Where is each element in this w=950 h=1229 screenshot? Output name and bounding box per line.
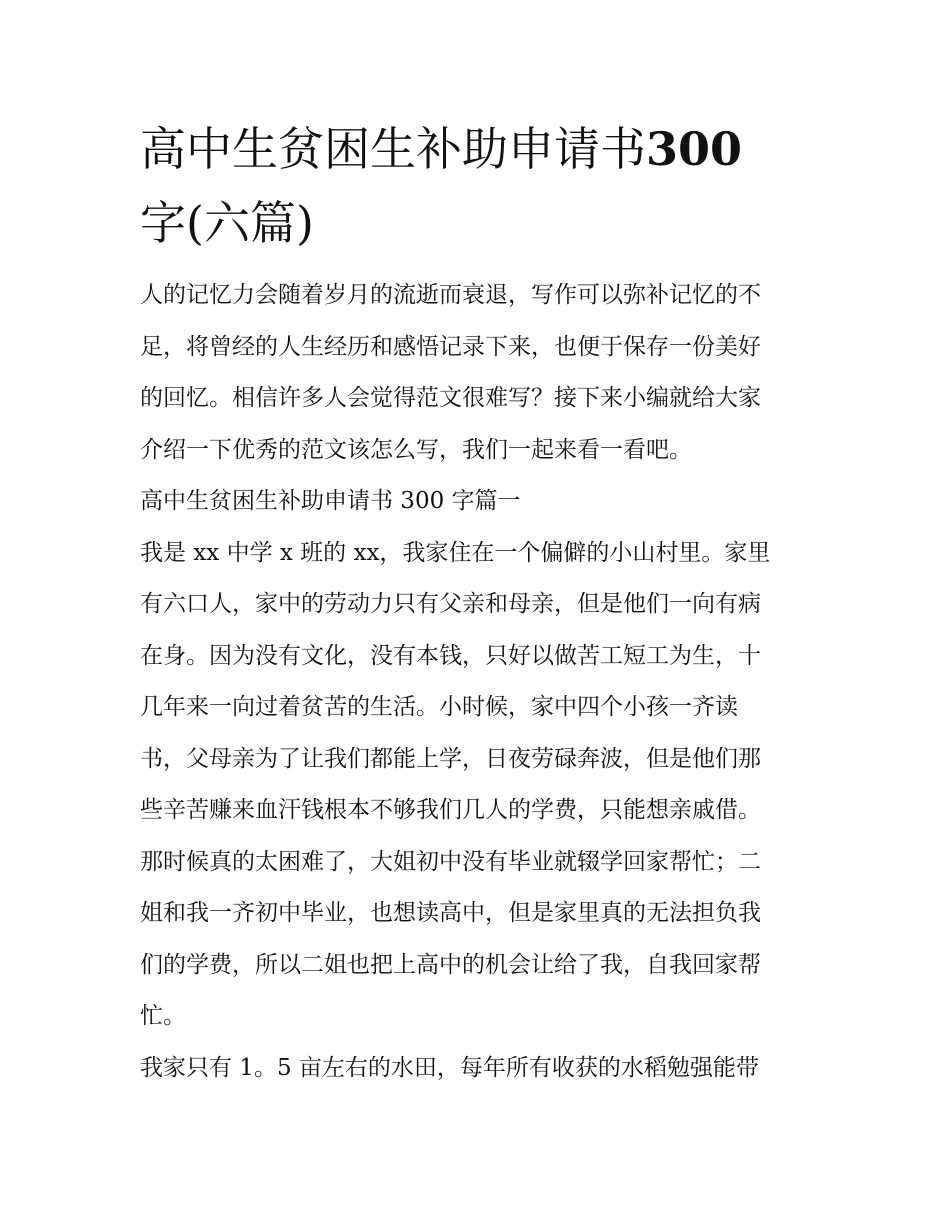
paragraph-intro	[140, 270, 820, 476]
text-line: 在身。因为没有文化，没有本钱，只好以做苦工短工为生，十	[140, 642, 761, 669]
text-line: 有六口人，家中的劳动力只有父亲和母亲，但是他们一向有病	[140, 591, 761, 617]
text-line: 足，将曾经的人生经历和感悟记录下来，也便于保存一份美好	[140, 333, 761, 360]
document-title	[140, 112, 820, 260]
text-line: 几年来一向过着贫苦的生活。小时候，家中四个小孩一齐读	[140, 694, 738, 720]
text-line: 些辛苦赚来血汗钱根本不够我们几人的学费，只能想亲戚借。	[140, 797, 761, 823]
section-heading	[140, 476, 820, 528]
title-main: 高中生贫困生补助申请书	[140, 122, 646, 176]
text-line: 介绍一下优秀的范文该怎么写，我们一起来看一看吧。	[140, 436, 692, 463]
text-line: 我家只有 1。5 亩左右的水田，每年所有收获的水稻勉强能带	[140, 1054, 759, 1081]
text-line: 书，父母亲为了让我们都能上学，日夜劳碌奔波，但是他们那	[140, 745, 761, 772]
text-line: 那时候真的太困难了，大姐初中没有毕业就辍学回家帮忙；二	[140, 848, 761, 875]
text-line: 忙。	[140, 1003, 186, 1029]
text-line: 我是 xx 中学 x 班的 xx，我家住在一个偏僻的小山村里。家里	[140, 539, 771, 566]
title-tail: 字(六篇)	[140, 196, 314, 250]
paragraph-body-1	[140, 528, 820, 1043]
text-line: 高中生贫困生补助申请书 300 字篇一	[140, 488, 521, 514]
paragraph-body-2	[140, 1043, 820, 1095]
text-line: 们的学费，所以二姐也把上高中的机会让给了我，自我回家帮	[140, 951, 761, 978]
title-number: 300	[646, 122, 743, 176]
text-line: 的回忆。相信许多人会觉得范文很难写？接下来小编就给大家	[140, 385, 761, 411]
document-page	[140, 112, 820, 1094]
text-line: 人的记忆力会随着岁月的流逝而衰退，写作可以弥补记忆的不	[140, 282, 761, 308]
text-line: 姐和我一齐初中毕业，也想读高中，但是家里真的无法担负我	[140, 900, 761, 926]
